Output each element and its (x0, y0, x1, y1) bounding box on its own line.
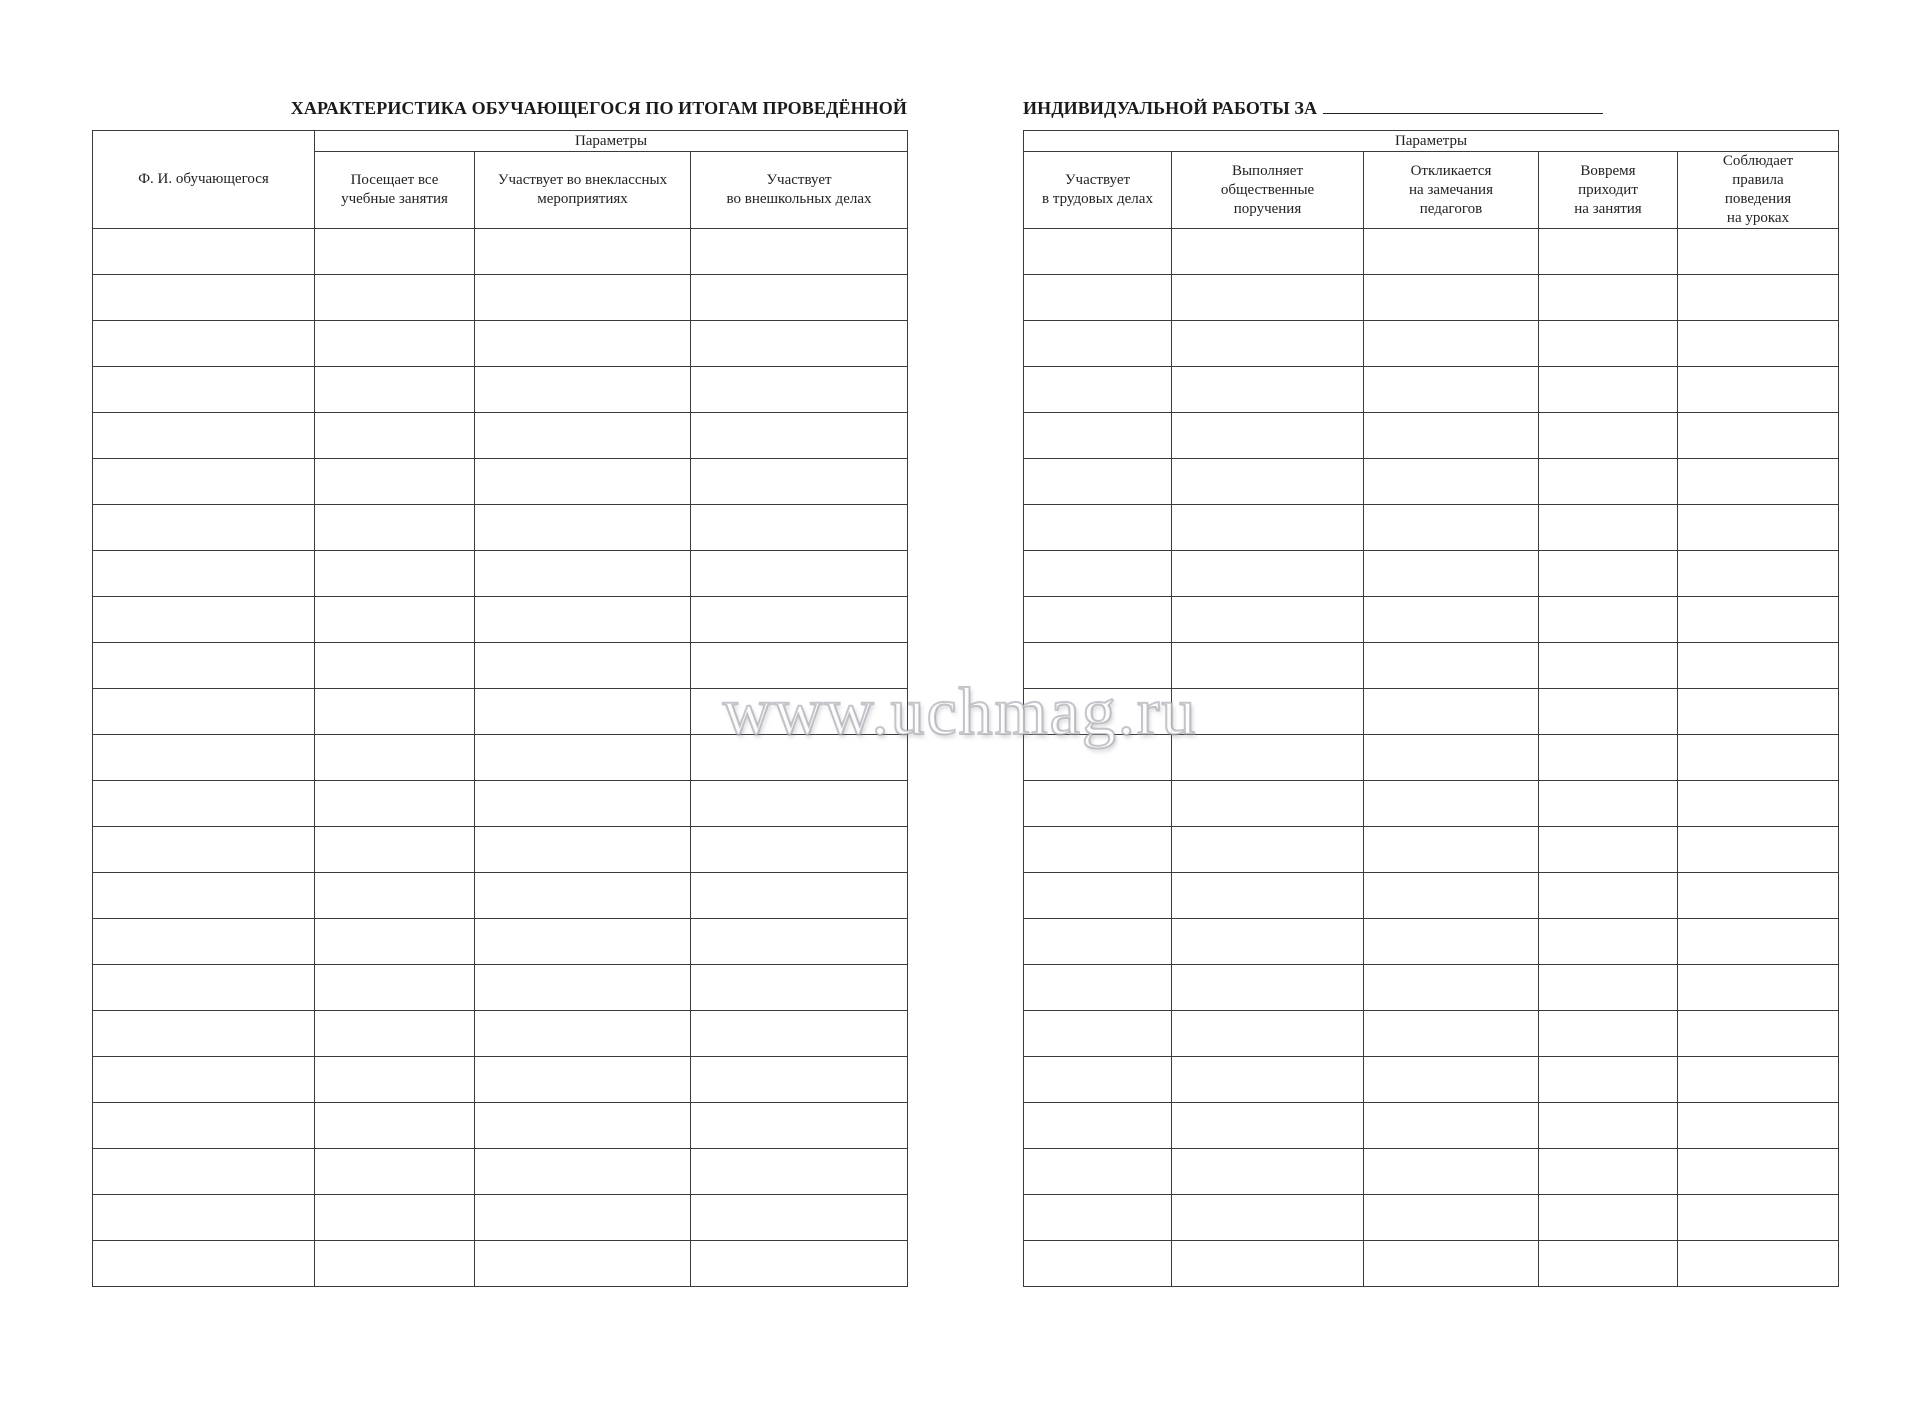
table-row (1024, 919, 1839, 965)
right-table-cell[interactable] (1024, 459, 1172, 505)
left-table-cell[interactable] (93, 367, 315, 413)
left-table-cell[interactable] (475, 413, 691, 459)
left-table-cell[interactable] (93, 689, 315, 735)
right-table-cell[interactable] (1364, 551, 1539, 597)
table-row (93, 1103, 908, 1149)
table-row (1024, 965, 1839, 1011)
left-table-cell[interactable] (93, 1057, 315, 1103)
table-row (1024, 873, 1839, 919)
right-table-cell[interactable] (1539, 1057, 1678, 1103)
table-row (93, 643, 908, 689)
table-row (93, 827, 908, 873)
left-table-cell[interactable] (315, 1195, 475, 1241)
right-table-cell[interactable] (1364, 1057, 1539, 1103)
right-table-cell[interactable] (1539, 229, 1678, 275)
right-table-cell[interactable] (1172, 1149, 1364, 1195)
right-table-cell[interactable] (1172, 413, 1364, 459)
column-header-line: Вовремя (1580, 162, 1636, 179)
right-column-header-1 (1024, 152, 1172, 229)
right-column-header-5 (1678, 152, 1839, 229)
table-row (93, 781, 908, 827)
right-table-cell[interactable] (1172, 689, 1364, 735)
left-table-cell[interactable] (475, 597, 691, 643)
table-row (1024, 689, 1839, 735)
table-row (1024, 321, 1839, 367)
column-header-line: Соблюдает (1722, 153, 1794, 169)
right-table-cell[interactable] (1678, 597, 1839, 643)
right-table-cell[interactable] (1364, 229, 1539, 275)
left-table-cell[interactable] (691, 873, 908, 919)
right-table-cell[interactable] (1024, 965, 1172, 1011)
left-table-cell[interactable] (93, 597, 315, 643)
left-table-cell[interactable] (475, 1057, 691, 1103)
table-row (93, 1057, 908, 1103)
left-table-cell[interactable] (93, 275, 315, 321)
left-column-header-2 (475, 152, 691, 229)
left-table-cell[interactable] (315, 643, 475, 689)
table-row (93, 413, 908, 459)
right-table-cell[interactable] (1539, 459, 1678, 505)
right-table-cell[interactable] (1678, 827, 1839, 873)
left-table-cell[interactable] (475, 643, 691, 689)
table-row (1024, 1149, 1839, 1195)
left-table-cell[interactable] (691, 321, 908, 367)
right-params-header: Параметры (1024, 131, 1839, 152)
left-table-cell[interactable] (475, 873, 691, 919)
table-row (93, 597, 908, 643)
left-table-cell[interactable] (315, 1011, 475, 1057)
column-header-line: правила (1732, 172, 1784, 188)
left-table-cell[interactable] (315, 275, 475, 321)
left-table-cell[interactable] (691, 505, 908, 551)
column-header-line: приходит (1578, 181, 1638, 198)
left-table-cell[interactable] (315, 1241, 475, 1287)
left-column-header-1 (315, 152, 475, 229)
left-table-cell[interactable] (315, 597, 475, 643)
right-table-cell[interactable] (1024, 827, 1172, 873)
table-row (93, 275, 908, 321)
column-header-line: на замечания (1409, 181, 1493, 198)
right-column-headers (1024, 152, 1839, 229)
left-table-cell[interactable] (315, 1103, 475, 1149)
right-table-cell[interactable] (1024, 321, 1172, 367)
table-row (1024, 827, 1839, 873)
right-table-cell[interactable] (1539, 597, 1678, 643)
right-table-cell[interactable] (1172, 1057, 1364, 1103)
table-row (1024, 505, 1839, 551)
column-header-line: поведения (1724, 191, 1792, 207)
right-table-cell[interactable] (1678, 505, 1839, 551)
right-table-cell[interactable] (1172, 597, 1364, 643)
left-table-cell[interactable] (93, 459, 315, 505)
right-table-cell[interactable] (1678, 735, 1839, 781)
left-table-cell[interactable] (475, 689, 691, 735)
table-row (93, 459, 908, 505)
left-table-cell[interactable] (93, 1149, 315, 1195)
right-table-cell[interactable] (1172, 781, 1364, 827)
left-table-cell[interactable] (315, 459, 475, 505)
name-column-header: Ф. И. обучающегося (93, 131, 315, 229)
right-table-body (1024, 229, 1839, 1287)
right-table-cell[interactable] (1364, 505, 1539, 551)
column-header-line: Выполняет (1231, 162, 1304, 179)
right-table-cell[interactable] (1539, 643, 1678, 689)
right-table-cell[interactable] (1539, 1241, 1678, 1287)
right-table-cell[interactable] (1364, 1011, 1539, 1057)
right-table-cell[interactable] (1172, 551, 1364, 597)
left-table-cell[interactable] (93, 919, 315, 965)
left-table-cell[interactable] (93, 643, 315, 689)
right-table-cell[interactable] (1172, 1011, 1364, 1057)
right-table-cell[interactable] (1364, 919, 1539, 965)
right-table-cell[interactable] (1024, 229, 1172, 275)
right-table-cell[interactable] (1539, 413, 1678, 459)
right-table-cell[interactable] (1678, 459, 1839, 505)
right-table-cell[interactable] (1678, 689, 1839, 735)
right-table-cell[interactable] (1364, 321, 1539, 367)
left-table-cell[interactable] (691, 275, 908, 321)
right-table-cell[interactable] (1678, 551, 1839, 597)
left-table-cell[interactable] (691, 735, 908, 781)
right-table-cell[interactable] (1539, 781, 1678, 827)
right-table-cell[interactable] (1024, 367, 1172, 413)
right-table-cell[interactable] (1024, 781, 1172, 827)
table-row (1024, 735, 1839, 781)
left-params-header: Параметры (315, 131, 908, 152)
left-table-cell[interactable] (691, 459, 908, 505)
right-table-cell[interactable] (1539, 1195, 1678, 1241)
right-table-cell[interactable] (1172, 1103, 1364, 1149)
right-page-title (1023, 98, 1603, 119)
left-table-cell[interactable] (691, 919, 908, 965)
right-table-cell[interactable] (1539, 367, 1678, 413)
left-table-cell[interactable] (315, 689, 475, 735)
table-row (93, 689, 908, 735)
left-table-cell[interactable] (475, 1195, 691, 1241)
right-table-cell[interactable] (1539, 551, 1678, 597)
right-table (1023, 130, 1839, 1287)
left-table-cell[interactable] (93, 505, 315, 551)
left-table-cell[interactable] (315, 965, 475, 1011)
right-table-cell[interactable] (1024, 505, 1172, 551)
right-table-cell[interactable] (1678, 367, 1839, 413)
right-table-cell[interactable] (1539, 1103, 1678, 1149)
left-column-header-3 (691, 152, 908, 229)
table-row (1024, 1103, 1839, 1149)
table-row (1024, 229, 1839, 275)
left-table-cell[interactable] (691, 367, 908, 413)
left-table-cell[interactable] (475, 1011, 691, 1057)
right-table-cell[interactable] (1678, 1103, 1839, 1149)
left-table-cell[interactable] (315, 827, 475, 873)
left-table-cell[interactable] (315, 321, 475, 367)
right-table-cell[interactable] (1024, 413, 1172, 459)
right-table-cell[interactable] (1364, 1241, 1539, 1287)
left-table-cell[interactable] (475, 1149, 691, 1195)
right-table-cell[interactable] (1678, 1241, 1839, 1287)
right-table-cell[interactable] (1364, 1103, 1539, 1149)
left-table (92, 130, 908, 1287)
right-table-cell[interactable] (1364, 275, 1539, 321)
column-header-line: во внешкольных делах (726, 191, 872, 207)
left-table-cell[interactable] (315, 367, 475, 413)
right-table-cell[interactable] (1539, 1011, 1678, 1057)
right-table-cell[interactable] (1678, 1149, 1839, 1195)
right-table-cell[interactable] (1172, 505, 1364, 551)
left-table-cell[interactable] (93, 781, 315, 827)
table-row (93, 321, 908, 367)
right-table-cell[interactable] (1678, 229, 1839, 275)
left-table-cell[interactable] (475, 367, 691, 413)
left-table-cell[interactable] (691, 965, 908, 1011)
right-table-cell[interactable] (1539, 735, 1678, 781)
right-table-cell[interactable] (1172, 873, 1364, 919)
right-table-cell[interactable] (1539, 689, 1678, 735)
table-row (93, 919, 908, 965)
right-table-cell[interactable] (1172, 827, 1364, 873)
right-table-cell[interactable] (1364, 413, 1539, 459)
right-table-cell[interactable] (1678, 1195, 1839, 1241)
left-table-cell[interactable] (475, 1241, 691, 1287)
left-table-cell[interactable] (475, 459, 691, 505)
table-row (1024, 1057, 1839, 1103)
table-row (1024, 413, 1839, 459)
left-table-cell[interactable] (315, 505, 475, 551)
left-table-cell[interactable] (691, 1057, 908, 1103)
right-table-cell[interactable] (1678, 413, 1839, 459)
right-table-cell[interactable] (1172, 1195, 1364, 1241)
period-blank-line[interactable] (1323, 99, 1603, 114)
right-table-cell[interactable] (1024, 873, 1172, 919)
right-table-cell[interactable] (1364, 367, 1539, 413)
column-header-line: Откликается (1410, 162, 1492, 179)
right-table-cell[interactable] (1172, 229, 1364, 275)
right-table-cell[interactable] (1539, 873, 1678, 919)
column-header-line: педагогов (1419, 200, 1483, 217)
right-table-cell[interactable] (1678, 873, 1839, 919)
right-table-cell[interactable] (1364, 735, 1539, 781)
table-row (1024, 1241, 1839, 1287)
table-row (1024, 643, 1839, 689)
table-row (1024, 597, 1839, 643)
right-table-cell[interactable] (1678, 1057, 1839, 1103)
table-row (93, 735, 908, 781)
right-table-cell[interactable] (1678, 965, 1839, 1011)
right-table-cell[interactable] (1024, 689, 1172, 735)
left-table-cell[interactable] (691, 1241, 908, 1287)
left-table-cell[interactable] (691, 413, 908, 459)
right-table-cell[interactable] (1024, 551, 1172, 597)
left-table-cell[interactable] (475, 735, 691, 781)
left-table-cell[interactable] (315, 873, 475, 919)
right-table-cell[interactable] (1172, 919, 1364, 965)
right-table-cell[interactable] (1539, 1149, 1678, 1195)
right-table-cell[interactable] (1172, 643, 1364, 689)
left-table-cell[interactable] (691, 229, 908, 275)
left-table-cell[interactable] (475, 551, 691, 597)
table-row (93, 1149, 908, 1195)
table-row (1024, 551, 1839, 597)
left-table-cell[interactable] (93, 1195, 315, 1241)
right-column-header-2 (1172, 152, 1364, 229)
right-table-cell[interactable] (1024, 275, 1172, 321)
right-table-cell[interactable] (1364, 781, 1539, 827)
right-table-cell[interactable] (1172, 321, 1364, 367)
right-table-cell[interactable] (1024, 1149, 1172, 1195)
right-column-header-4 (1539, 152, 1678, 229)
table-row (1024, 1011, 1839, 1057)
column-header-line: в трудовых делах (1042, 191, 1153, 207)
right-table-cell[interactable] (1678, 643, 1839, 689)
right-table-cell[interactable] (1364, 689, 1539, 735)
right-table-cell[interactable] (1024, 1241, 1172, 1287)
left-table-cell[interactable] (315, 1057, 475, 1103)
left-table-cell[interactable] (691, 643, 908, 689)
left-table-cell[interactable] (93, 873, 315, 919)
table-row (93, 873, 908, 919)
right-table-cell[interactable] (1364, 1149, 1539, 1195)
table-row (93, 551, 908, 597)
right-table-cell[interactable] (1678, 275, 1839, 321)
right-table-cell[interactable] (1539, 321, 1678, 367)
right-table-cell[interactable] (1678, 781, 1839, 827)
right-table-cell[interactable] (1172, 965, 1364, 1011)
right-table-cell[interactable] (1364, 965, 1539, 1011)
left-table-cell[interactable] (691, 1103, 908, 1149)
left-table-cell[interactable] (475, 919, 691, 965)
right-table-cell[interactable] (1172, 1241, 1364, 1287)
right-table-cell[interactable] (1539, 275, 1678, 321)
left-table-cell[interactable] (475, 1103, 691, 1149)
table-row (1024, 275, 1839, 321)
column-header-line: Участвует (1064, 172, 1131, 188)
left-table-cell[interactable] (315, 1149, 475, 1195)
column-header-line: учебные занятия (341, 191, 448, 207)
right-table-cell[interactable] (1364, 459, 1539, 505)
left-table-cell[interactable] (93, 1011, 315, 1057)
table-row (93, 1195, 908, 1241)
table-row (93, 965, 908, 1011)
left-table-cell[interactable] (691, 1011, 908, 1057)
column-header-line: общественные (1220, 181, 1315, 198)
right-table-cell[interactable] (1539, 505, 1678, 551)
left-table-cell[interactable] (315, 413, 475, 459)
left-table-cell[interactable] (475, 321, 691, 367)
right-table-cell[interactable] (1364, 1195, 1539, 1241)
right-table-cell[interactable] (1539, 919, 1678, 965)
right-page-title-text: ИНДИВИДУАЛЬНОЙ РАБОТЫ ЗА (1023, 98, 1318, 118)
right-table-cell[interactable] (1539, 827, 1678, 873)
right-table-cell[interactable] (1172, 367, 1364, 413)
column-header-line: мероприятиях (537, 191, 628, 207)
left-table-cell[interactable] (93, 735, 315, 781)
left-table-cell[interactable] (93, 965, 315, 1011)
column-header-line: на занятия (1574, 200, 1642, 217)
table-row (93, 1011, 908, 1057)
right-table-cell[interactable] (1024, 643, 1172, 689)
left-table-cell[interactable] (691, 597, 908, 643)
left-table-cell[interactable] (315, 919, 475, 965)
column-header-line: на уроках (1726, 210, 1790, 226)
left-table-cell[interactable] (315, 781, 475, 827)
table-row (1024, 1195, 1839, 1241)
right-table-cell[interactable] (1172, 459, 1364, 505)
right-column-header-3 (1364, 152, 1539, 229)
left-table-cell[interactable] (691, 689, 908, 735)
right-table-cell[interactable] (1364, 643, 1539, 689)
left-table-cell[interactable] (315, 551, 475, 597)
left-table-cell[interactable] (691, 551, 908, 597)
left-table-cell[interactable] (475, 965, 691, 1011)
right-table-cell[interactable] (1024, 1011, 1172, 1057)
left-table-body (93, 229, 908, 1287)
right-table-cell[interactable] (1024, 1103, 1172, 1149)
right-table-cell[interactable] (1364, 873, 1539, 919)
right-table-cell[interactable] (1678, 321, 1839, 367)
right-table-cell[interactable] (1172, 735, 1364, 781)
left-table-cell[interactable] (315, 229, 475, 275)
column-header-line: Посещает все (350, 172, 439, 188)
right-table-cell[interactable] (1364, 827, 1539, 873)
table-row (93, 505, 908, 551)
right-table-cell[interactable] (1024, 1057, 1172, 1103)
table-row (1024, 781, 1839, 827)
left-table-cell[interactable] (93, 413, 315, 459)
right-table-cell[interactable] (1024, 597, 1172, 643)
left-table-cell[interactable] (475, 275, 691, 321)
left-table-cell[interactable] (475, 781, 691, 827)
left-table-cell[interactable] (691, 1195, 908, 1241)
column-header-line: Участвует (766, 172, 832, 188)
left-table-cell[interactable] (93, 321, 315, 367)
column-header-line: Участвует во внеклассных (497, 172, 668, 188)
right-table-cell[interactable] (1024, 919, 1172, 965)
left-table-cell[interactable] (475, 505, 691, 551)
left-table-cell[interactable] (93, 551, 315, 597)
right-table-cell[interactable] (1024, 1195, 1172, 1241)
table-row (1024, 367, 1839, 413)
table-row (1024, 459, 1839, 505)
left-table-cell[interactable] (691, 827, 908, 873)
left-page-title: ХАРАКТЕРИСТИКА ОБУЧАЮЩЕГОСЯ ПО ИТОГАМ ПРОВЕДЁННОЙ (290, 98, 907, 118)
right-table-cell[interactable] (1539, 965, 1678, 1011)
table-row (93, 1241, 908, 1287)
watermark: www.uchmag.ru (722, 673, 1198, 749)
table-row (93, 229, 908, 275)
left-table-cell[interactable] (93, 1103, 315, 1149)
left-table-cell[interactable] (691, 1149, 908, 1195)
right-table-cell[interactable] (1024, 735, 1172, 781)
right-table-cell[interactable] (1678, 919, 1839, 965)
right-table-cell[interactable] (1678, 1011, 1839, 1057)
table-row (93, 367, 908, 413)
left-table-cell[interactable] (93, 827, 315, 873)
left-table-cell[interactable] (93, 1241, 315, 1287)
right-table-cell[interactable] (1364, 597, 1539, 643)
left-table-cell[interactable] (315, 735, 475, 781)
left-table-cell[interactable] (475, 827, 691, 873)
right-table-cell[interactable] (1172, 275, 1364, 321)
column-header-line: поручения (1233, 200, 1302, 217)
left-table-cell[interactable] (93, 229, 315, 275)
left-table-cell[interactable] (691, 781, 908, 827)
left-table-cell[interactable] (475, 229, 691, 275)
